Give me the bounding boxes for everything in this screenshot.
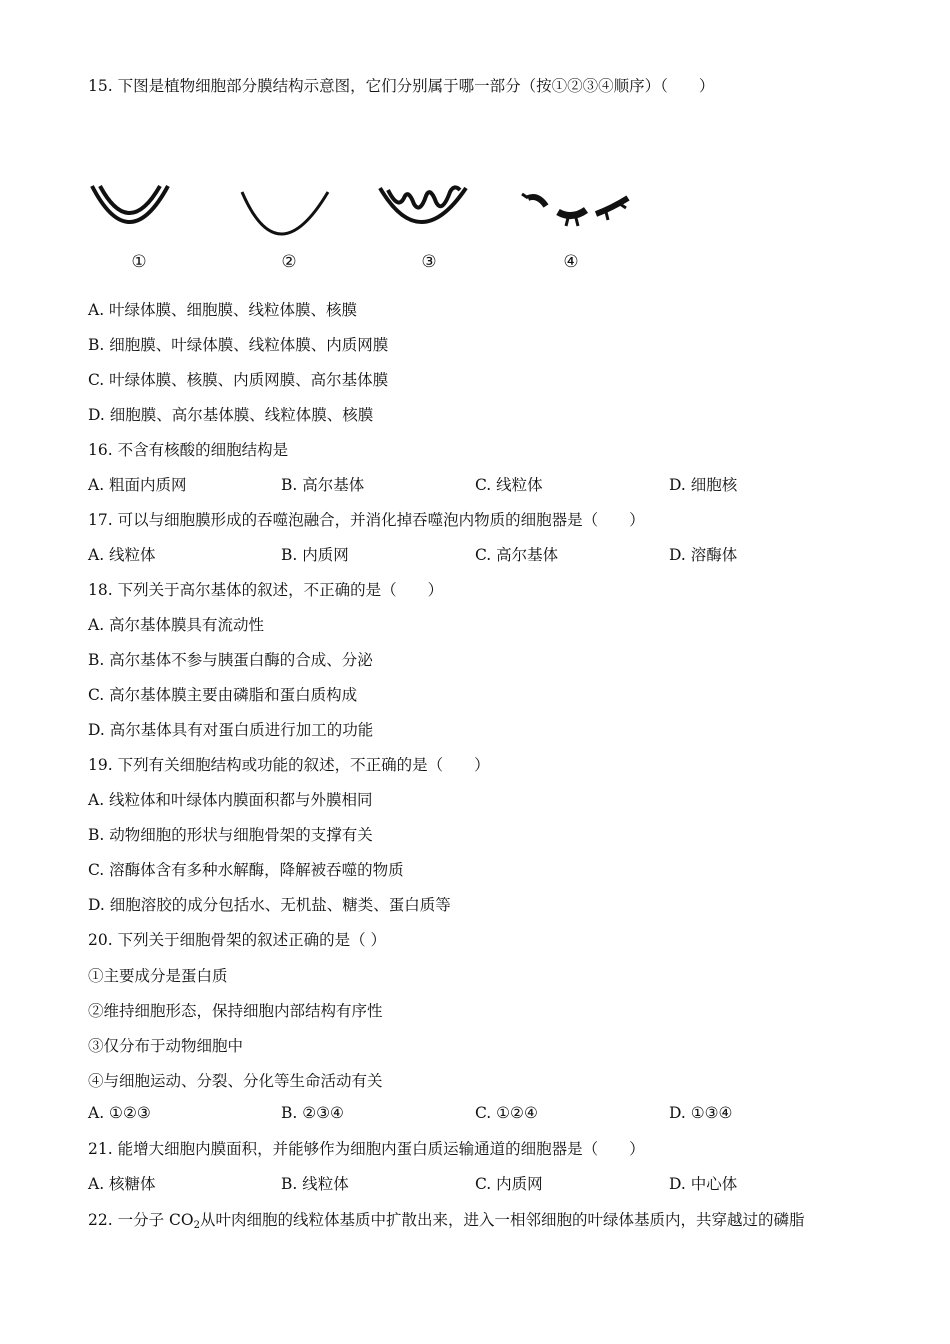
figure-4-label: ④ <box>563 252 579 272</box>
q15-stem: 15. 下图是植物细胞部分膜结构示意图，它们分别属于哪一部分（按①②③④顺序）（ ） <box>88 77 715 95</box>
q20-statement-3: ③仅分布于动物细胞中 <box>88 1037 244 1055</box>
figure-3 <box>374 178 484 278</box>
q18-option-b[interactable]: B. 高尔基体不参与胰蛋白酶的合成、分泌 <box>88 651 373 669</box>
q21-options <box>88 1174 868 1194</box>
q17-options <box>88 545 868 565</box>
q16-options <box>88 475 868 495</box>
figure-2-label: ② <box>281 252 297 272</box>
double-membrane-drawing <box>84 178 194 248</box>
q18-option-a[interactable]: A. 高尔基体膜具有流动性 <box>88 616 265 634</box>
q19-option-c[interactable]: C. 溶酶体含有多种水解酶，降解被吞噬的物质 <box>88 861 404 879</box>
q16-option-c[interactable]: C. 线粒体 <box>475 476 543 494</box>
q20-statement-1: ①主要成分是蛋白质 <box>88 967 228 985</box>
figure-3-label: ③ <box>421 252 437 272</box>
q21-option-d[interactable]: D. 中心体 <box>669 1175 738 1193</box>
q19-option-d[interactable]: D. 细胞溶胶的成分包括水、无机盐、糖类、蛋白质等 <box>88 896 451 914</box>
q20-option-c[interactable]: C. ①②④ <box>475 1104 538 1122</box>
q20-statement-4: ④与细胞运动、分裂、分化等生命活动有关 <box>88 1072 383 1090</box>
figure-1 <box>84 178 194 278</box>
q21-option-c[interactable]: C. 内质网 <box>475 1175 543 1193</box>
porous-membrane-drawing <box>516 178 636 248</box>
q19-stem: 19. 下列有关细胞结构或功能的叙述，不正确的是（ ） <box>88 756 490 774</box>
q17-option-c[interactable]: C. 高尔基体 <box>475 546 559 564</box>
q15-option-b[interactable]: B. 细胞膜、叶绿体膜、线粒体膜、内质网膜 <box>88 336 389 354</box>
q22-stem <box>88 1210 804 1236</box>
q18-option-c[interactable]: C. 高尔基体膜主要由磷脂和蛋白质构成 <box>88 686 358 704</box>
q16-option-d[interactable]: D. 细胞核 <box>669 476 738 494</box>
figure-2 <box>234 178 344 278</box>
folded-membrane-drawing <box>374 178 484 248</box>
q18-option-d[interactable]: D. 高尔基体具有对蛋白质进行加工的功能 <box>88 721 374 739</box>
figure-1-label: ① <box>131 252 147 272</box>
q21-option-a[interactable]: A. 核糖体 <box>88 1175 156 1193</box>
q22-stem-end: 从叶肉细胞的线粒体基质中扩散出来，进入一相邻细胞的叶绿体基质内，共穿越过的磷脂 <box>199 1211 805 1229</box>
figure-4 <box>516 178 626 278</box>
q21-option-b[interactable]: B. 线粒体 <box>281 1175 349 1193</box>
q17-option-d[interactable]: D. 溶酶体 <box>669 546 738 564</box>
q15-option-d[interactable]: D. 细胞膜、高尔基体膜、线粒体膜、核膜 <box>88 406 374 424</box>
q20-option-d[interactable]: D. ①③④ <box>669 1104 733 1122</box>
q20-options <box>88 1103 868 1123</box>
q18-stem: 18. 下列关于高尔基体的叙述，不正确的是（ ） <box>88 581 444 599</box>
q17-stem: 17. 可以与细胞膜形成的吞噬泡融合，并消化掉吞噬泡内物质的细胞器是（ ） <box>88 511 645 529</box>
q15-option-a[interactable]: A. 叶绿体膜、细胞膜、线粒体膜、核膜 <box>88 301 358 319</box>
q20-option-b[interactable]: B. ②③④ <box>281 1104 344 1122</box>
membrane-figure <box>84 178 644 278</box>
q16-option-b[interactable]: B. 高尔基体 <box>281 476 365 494</box>
q19-option-b[interactable]: B. 动物细胞的形状与细胞骨架的支撑有关 <box>88 826 373 844</box>
q19-option-a[interactable]: A. 线粒体和叶绿体内膜面积都与外膜相同 <box>88 791 373 809</box>
q16-stem: 16. 不含有核酸的细胞结构是 <box>88 441 289 459</box>
q21-stem: 21. 能增大细胞内膜面积，并能够作为细胞内蛋白质运输通道的细胞器是（ ） <box>88 1140 645 1158</box>
q20-stem: 20. 下列关于细胞骨架的叙述正确的是（ ） <box>88 931 387 949</box>
q16-option-a[interactable]: A. 粗面内质网 <box>88 476 187 494</box>
q22-stem-start: 22. 一分子 CO <box>88 1211 194 1229</box>
q22-subscript: 2 <box>193 1220 200 1231</box>
q20-statement-2: ②维持细胞形态，保持细胞内部结构有序性 <box>88 1002 383 1020</box>
q20-option-a[interactable]: A. ①②③ <box>88 1104 151 1122</box>
q17-option-a[interactable]: A. 线粒体 <box>88 546 156 564</box>
q17-option-b[interactable]: B. 内质网 <box>281 546 349 564</box>
single-membrane-drawing <box>234 178 344 248</box>
q15-option-c[interactable]: C. 叶绿体膜、核膜、内质网膜、高尔基体膜 <box>88 371 389 389</box>
